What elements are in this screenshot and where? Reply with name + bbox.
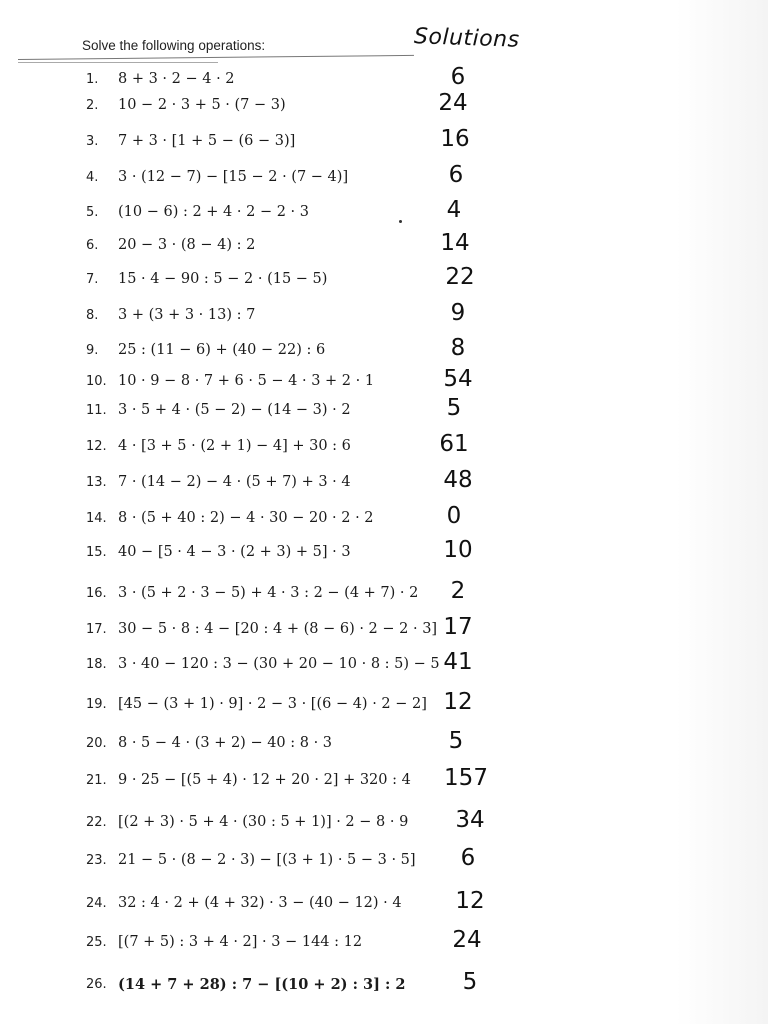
problem-expression: 3 + (3 + 3 · 13) : 7 — [118, 307, 256, 323]
handwritten-answer: 9 — [450, 300, 466, 326]
problem-row — [0, 264, 768, 302]
problem-expression: 3 · (12 − 7) − [15 − 2 · (7 − 4)] — [118, 169, 349, 185]
problem-row — [0, 431, 768, 469]
problem-row — [0, 614, 768, 652]
problem-number: 14. — [86, 511, 107, 526]
problem-row — [0, 335, 768, 373]
problem-row — [0, 197, 768, 235]
problem-number: 19. — [86, 697, 107, 712]
handwritten-answer: 24 — [438, 90, 468, 116]
handwritten-answer: 41 — [443, 649, 473, 675]
handwritten-answer: 12 — [455, 888, 485, 914]
problem-expression: 32 : 4 · 2 + (4 + 32) · 3 − (40 − 12) · 4 — [118, 895, 402, 911]
problem-expression: 30 − 5 · 8 : 4 − [20 : 4 + (8 − 6) · 2 − 2 · 3] — [118, 621, 438, 637]
handwritten-answer: 8 — [450, 335, 466, 361]
problem-row — [0, 765, 768, 803]
problem-row — [0, 300, 768, 338]
problem-expression: 8 · 5 − 4 · (3 + 2) − 40 : 8 · 3 — [118, 735, 333, 751]
problem-row — [0, 162, 768, 200]
problem-expression: 25 : (11 − 6) + (40 − 22) : 6 — [118, 342, 326, 358]
problem-expression: 3 · 40 − 120 : 3 − (30 + 20 − 10 · 8 : 5) − 5 — [118, 656, 440, 672]
header-rule-secondary — [18, 62, 218, 63]
problem-expression: 3 · 5 + 4 · (5 − 2) − (14 − 3) · 2 — [118, 402, 351, 418]
problem-expression: (14 + 7 + 28) : 7 − [(10 + 2) : 3] : 2 — [118, 976, 406, 993]
problem-number: 24. — [86, 896, 107, 911]
handwritten-answer: 17 — [443, 614, 473, 640]
handwritten-answer: 22 — [445, 264, 475, 290]
handwritten-answer: 6 — [448, 162, 464, 188]
problem-number: 2. — [86, 98, 99, 113]
problem-row — [0, 927, 768, 965]
problem-row — [0, 366, 768, 404]
problem-number: 8. — [86, 308, 99, 323]
problem-row — [0, 845, 768, 883]
header-rule — [18, 55, 414, 60]
problem-number: 15. — [86, 545, 107, 560]
problem-number: 23. — [86, 853, 107, 868]
problem-expression: 15 · 4 − 90 : 5 − 2 · (15 − 5) — [118, 271, 328, 287]
handwritten-answer: 14 — [440, 230, 470, 256]
problem-number: 4. — [86, 170, 99, 185]
handwritten-answer: 48 — [443, 467, 473, 493]
problem-expression: 7 + 3 · [1 + 5 − (6 − 3)] — [118, 133, 296, 149]
handwritten-answer: 61 — [439, 431, 469, 457]
problem-expression: 40 − [5 · 4 − 3 · (2 + 3) + 5] · 3 — [118, 544, 351, 560]
problem-number: 16. — [86, 586, 107, 601]
problem-number: 25. — [86, 935, 107, 950]
problem-number: 6. — [86, 238, 99, 253]
handwritten-answer: 4 — [446, 197, 462, 223]
handwritten-answer: 6 — [450, 64, 466, 90]
handwritten-answer: 24 — [452, 927, 482, 953]
problem-number: 10. — [86, 374, 107, 389]
problem-number: 9. — [86, 343, 99, 358]
problem-expression: 10 − 2 · 3 + 5 · (7 − 3) — [118, 97, 286, 113]
problem-number: 20. — [86, 736, 107, 751]
problem-row — [0, 467, 768, 505]
problem-row — [0, 503, 768, 541]
problem-row — [0, 90, 768, 128]
handwritten-answer: 10 — [443, 537, 473, 563]
problem-row — [0, 807, 768, 845]
problem-expression: 9 · 25 − [(5 + 4) · 12 + 20 · 2] + 320 : 4 — [118, 772, 411, 788]
problem-row — [0, 537, 768, 575]
handwritten-answer: 6 — [460, 845, 476, 871]
paper-speck — [399, 220, 402, 223]
problem-expression: 8 · (5 + 40 : 2) − 4 · 30 − 20 · 2 · 2 — [118, 510, 374, 526]
handwritten-answer: 54 — [443, 366, 473, 392]
problem-number: 21. — [86, 773, 107, 788]
problem-number: 5. — [86, 205, 99, 220]
problem-number: 18. — [86, 657, 107, 672]
problem-expression: (10 − 6) : 2 + 4 · 2 − 2 · 3 — [118, 204, 309, 220]
handwritten-answer: 34 — [455, 807, 485, 833]
problem-number: 26. — [86, 977, 107, 992]
problem-row — [0, 126, 768, 164]
problem-number: 22. — [86, 815, 107, 830]
problem-row — [0, 649, 768, 687]
problem-expression: 21 − 5 · (8 − 2 · 3) − [(3 + 1) · 5 − 3 · 5] — [118, 852, 416, 868]
problem-expression: [45 − (3 + 1) · 9] · 2 − 3 · [(6 − 4) · 2 − 2] — [118, 696, 427, 712]
problem-expression: 4 · [3 + 5 · (2 + 1) − 4] + 30 : 6 — [118, 438, 351, 454]
problem-row — [0, 230, 768, 268]
handwritten-answer: 12 — [443, 689, 473, 715]
handwritten-answer: 2 — [450, 578, 466, 604]
handwritten-answer: 157 — [444, 765, 488, 791]
problem-expression: [(7 + 5) : 3 + 4 · 2] · 3 − 144 : 12 — [118, 934, 363, 950]
problem-expression: 8 + 3 · 2 − 4 · 2 — [118, 71, 235, 87]
problem-number: 12. — [86, 439, 107, 454]
problem-expression: 20 − 3 · (8 − 4) : 2 — [118, 237, 256, 253]
problem-expression: 3 · (5 + 2 · 3 − 5) + 4 · 3 : 2 − (4 + 7) · 2 — [118, 585, 419, 601]
handwritten-answer: 5 — [462, 969, 478, 995]
problem-number: 1. — [86, 72, 99, 87]
problem-number: 7. — [86, 272, 99, 287]
worksheet-instructions: Solve the following operations: — [82, 38, 266, 53]
problem-row — [0, 395, 768, 433]
solutions-heading: Solutions — [413, 24, 520, 53]
problem-row — [0, 888, 768, 926]
problem-number: 17. — [86, 622, 107, 637]
handwritten-answer: 5 — [448, 728, 464, 754]
problem-expression: 7 · (14 − 2) − 4 · (5 + 7) + 3 · 4 — [118, 474, 351, 490]
problem-expression: [(2 + 3) · 5 + 4 · (30 : 5 + 1)] · 2 − 8 · 9 — [118, 814, 409, 830]
problem-number: 13. — [86, 475, 107, 490]
problem-row — [0, 689, 768, 727]
problem-expression: 10 · 9 − 8 · 7 + 6 · 5 − 4 · 3 + 2 · 1 — [118, 373, 375, 389]
problem-number: 3. — [86, 134, 99, 149]
handwritten-answer: 16 — [440, 126, 470, 152]
problem-row — [0, 969, 768, 1007]
problem-row — [0, 728, 768, 766]
handwritten-answer: 0 — [446, 503, 462, 529]
problem-number: 11. — [86, 403, 107, 418]
handwritten-answer: 5 — [446, 395, 462, 421]
problem-row — [0, 578, 768, 616]
